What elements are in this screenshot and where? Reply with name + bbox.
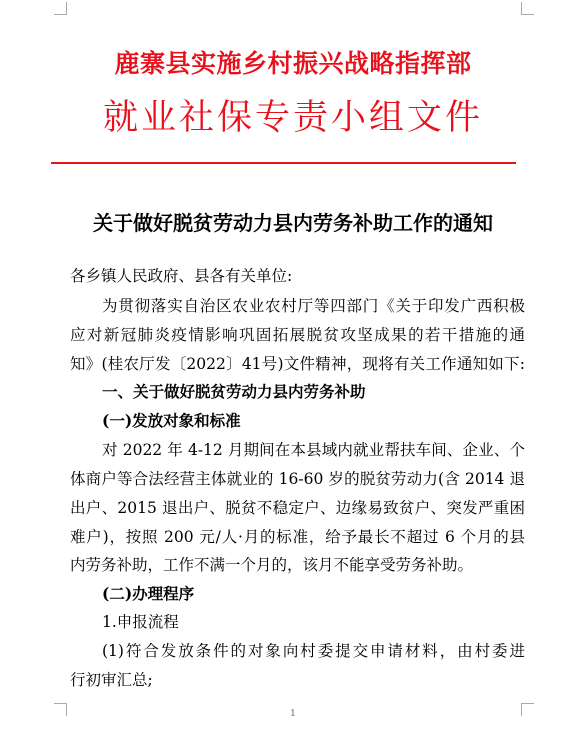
document-title: 关于做好脱贫劳动力县内劳务补助工作的通知 [93,211,493,235]
subsection-heading-2: (二)办理程序 [102,584,195,603]
paragraph-line: 体商户等合法经营主体就业的 16-60 岁的脱贫劳动力(含 2014 退 [70,470,525,488]
subsection-heading-1: (一)发放对象和标准 [102,411,241,430]
paragraph-line: 应对新冠肺炎疫情影响巩固拓展脱贫攻坚成果的若干措施的通 [70,326,525,344]
paragraph-line: 难户)，按照 200 元/人·月的标准，给予最长不超过 6 个月的县 [70,528,525,546]
step-heading: 1.申报流程 [102,613,179,631]
red-separator-line [51,162,516,164]
paragraph-line: 对 2022 年 4-12 月期间在本县域内就业帮扶车间、企业、个 [102,441,525,459]
paragraph-line: 为贯彻落实自治区农业农村厅等四部门《关于印发广西积极 [102,297,525,315]
section-heading-1: 一、关于做好脱贫劳动力县内劳务补助 [102,382,366,401]
addressee-line: 各乡镇人民政府、县各有关单位: [70,267,293,285]
paragraph-line: (1)符合发放条件的对象向村委提交申请材料，由村委进 [102,642,525,660]
crop-mark-top-right [521,2,534,15]
issuing-organization: 鹿寨县实施乡村振兴战略指挥部 [114,49,472,78]
page-number: 1 [290,709,296,719]
document-type-header: 就业社保专责小组文件 [102,98,483,138]
crop-mark-top-left [54,2,67,15]
paragraph-line: 出户、2015 退出户、脱贫不稳定户、边缘易致贫户、突发严重困 [70,499,525,517]
paragraph-line: 行初审汇总; [70,671,153,689]
paragraph-line: 知》(桂农厅发〔2022〕41号)文件精神，现将有关工作通知如下: [70,355,525,373]
paragraph-line: 内劳务补助，工作不满一个月的，该月不能享受劳务补助。 [70,556,474,574]
